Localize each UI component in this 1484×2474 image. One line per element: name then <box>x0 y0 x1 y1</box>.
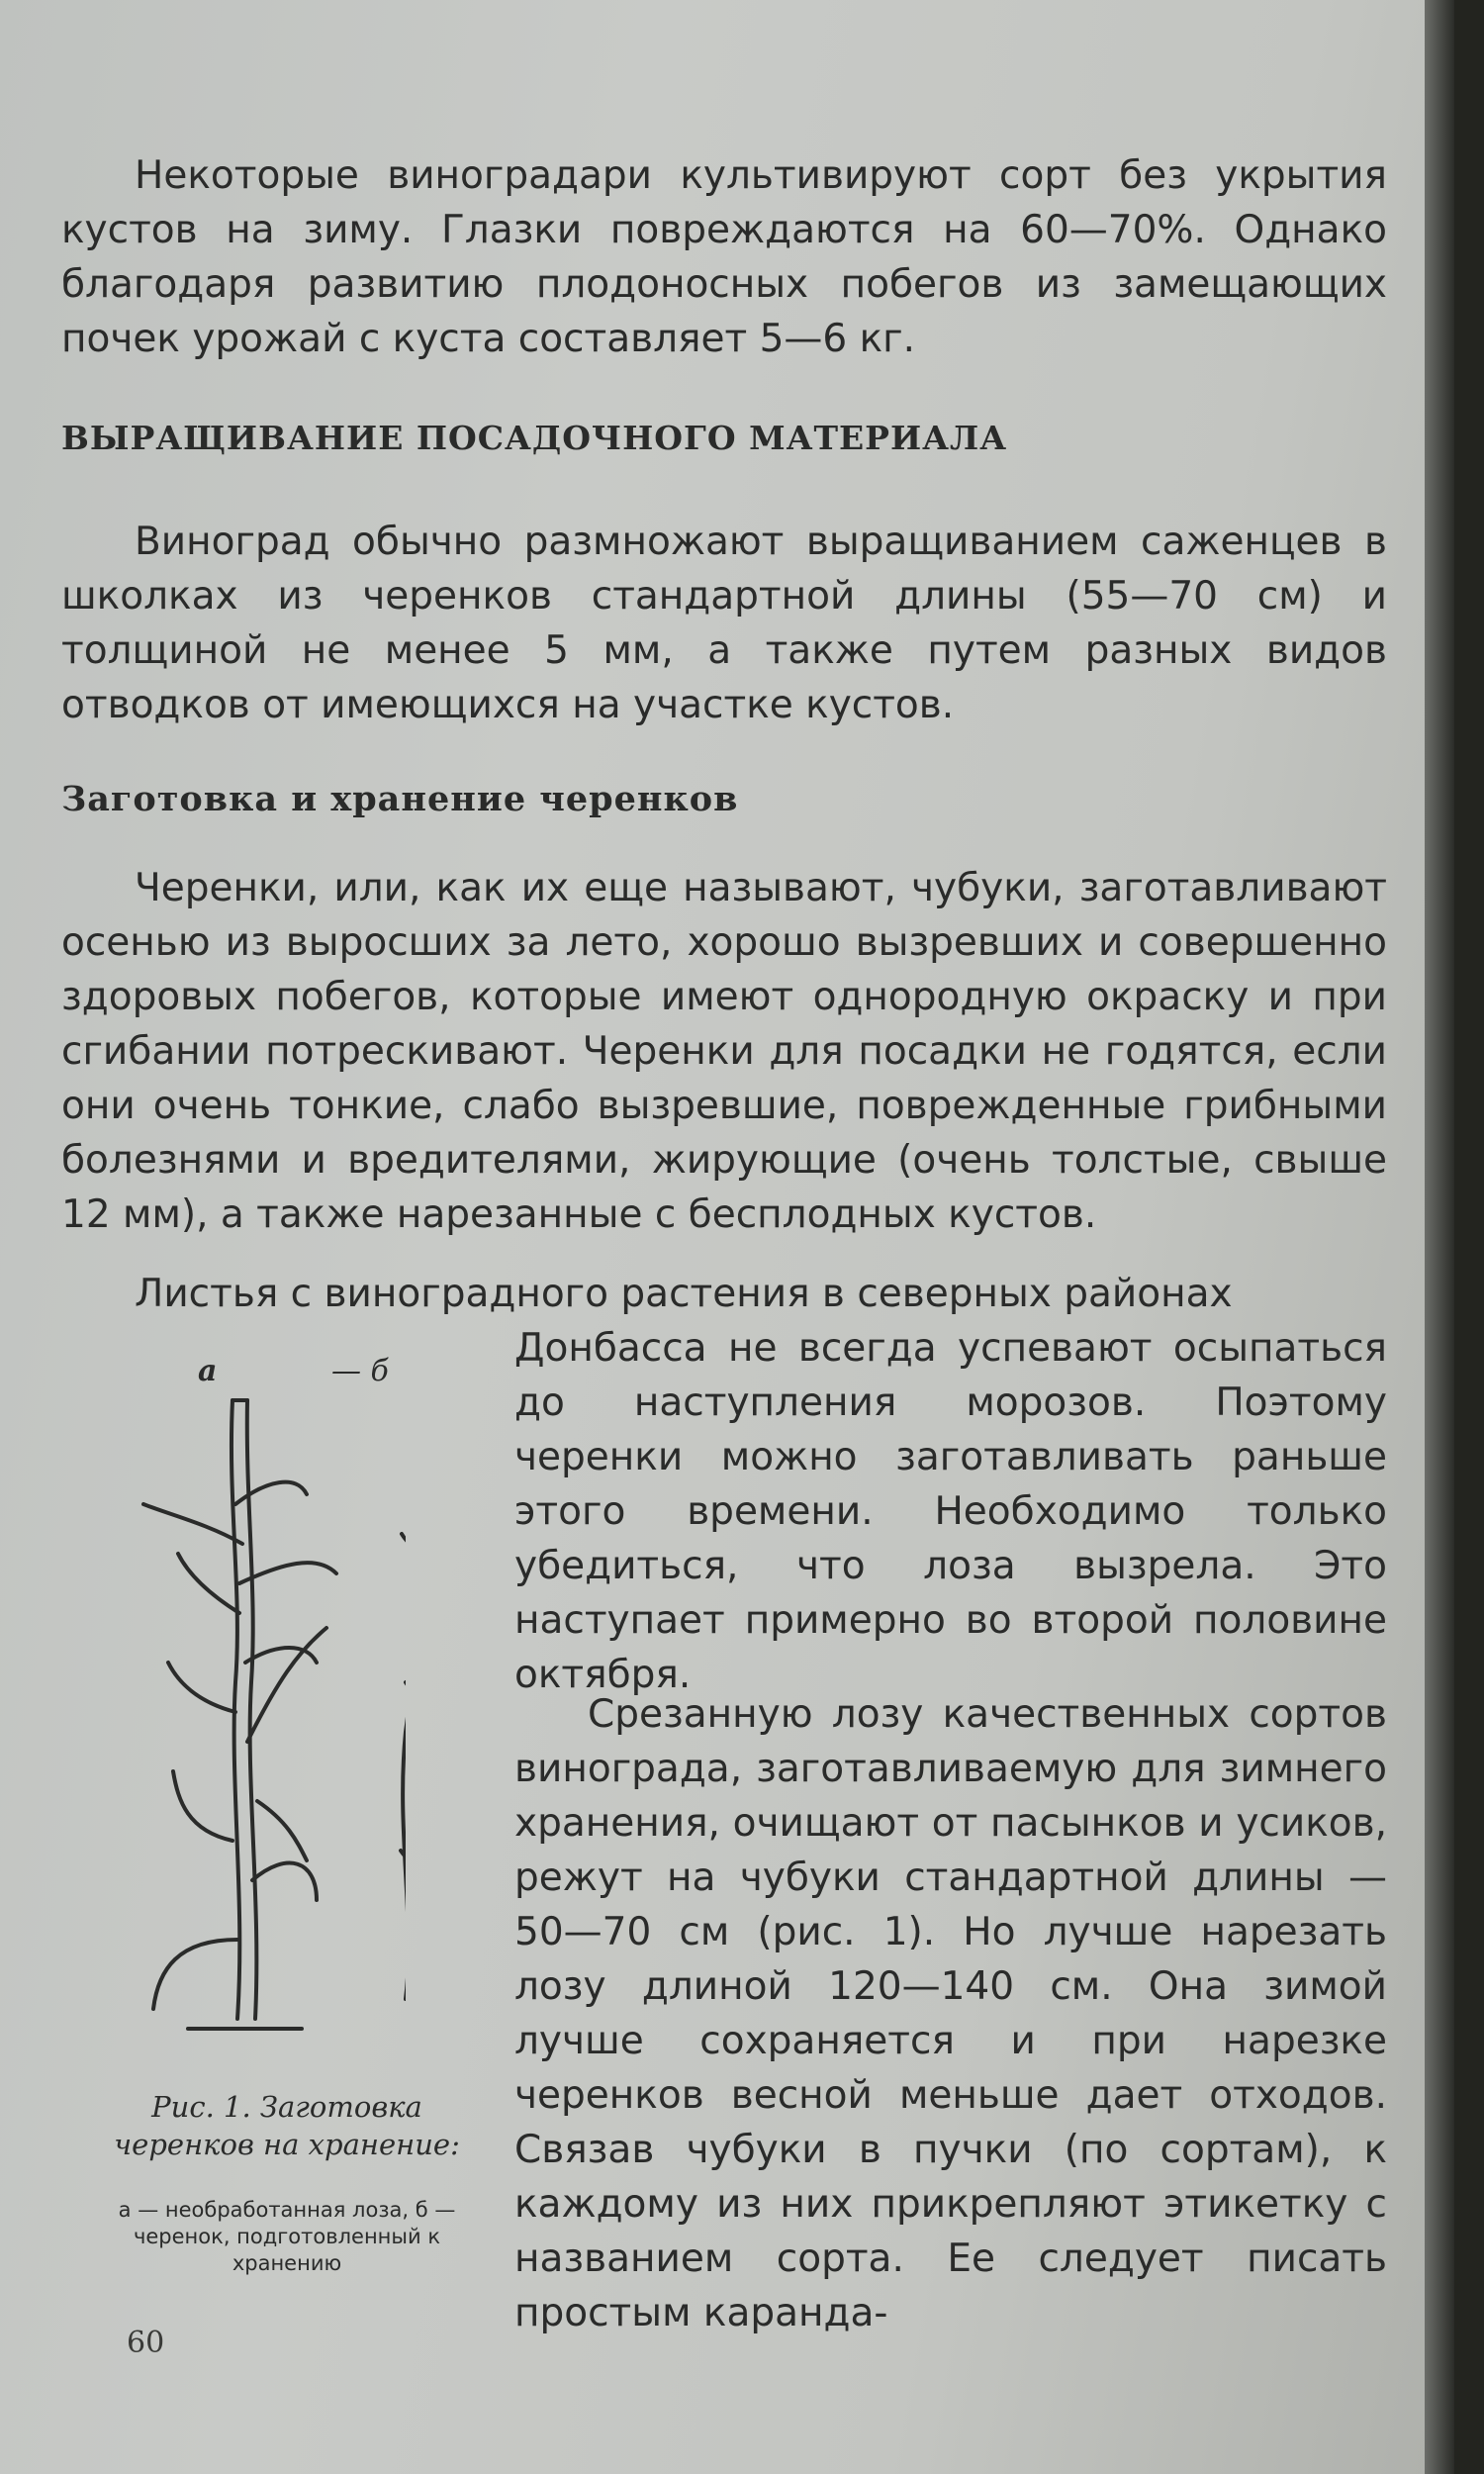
vine-cutting-illustration <box>69 1385 406 2078</box>
figure-caption-legend: а — необработанная лоза, б — черенок, подготовленный к хранению <box>118 2198 456 2275</box>
figure-caption: Рис. 1. Заготовка черенков на хранение: <box>114 2090 460 2161</box>
figure-label-b: — б <box>331 1354 389 1388</box>
page-number: 60 <box>127 2326 165 2360</box>
page-edge-shadow <box>1425 0 1454 2474</box>
heading-planting-material: ВЫРАЩИВАНИЕ ПОСАДОЧНОГО МАТЕРИАЛА <box>61 419 1008 457</box>
paragraph-leaves-rest: Донбасса не всегда успевают осыпаться до наступления морозов. Поэтому черенки можно заготавливать раньше этого времени. Необходимо только убедиться, что лоза вызрела. Это наступает примерно во второй половине октября. <box>514 1326 1387 1697</box>
prepared-cutting <box>403 1440 406 1999</box>
paragraph-vine-cutting: Срезанную лозу качественных сортов винограда, заготавливаемую для зимнего хранения, очищают от пасынков и усиков, режут на чубуки стандартной длины — 50—70 см (рис. 1). Но лучше нарезать лозу длиной 120—140 см. Она зимой лучше сохраняется и при нарезке черенков весной меньше дает отходов. Связав чубуки в пучки (по сортам), к каждому из них прикрепляют этикетку с названием сорта. Ее следует писать простым каранда- <box>514 1692 1387 2335</box>
paragraph-frost-resistance: Некоторые виноградари культивируют сорт без укрытия кустов на зиму. Глазки повреждаются на 60—70%. Однако благодаря развитию плодоносных побегов из замещающих почек урожай с куста составляет 5—6 кг. <box>61 153 1387 361</box>
heading-cuttings-storage: Заготовка и хранение черенков <box>61 779 739 819</box>
paragraph-leaves-lead: Листья с виноградного растения в северных районах <box>135 1272 1233 1316</box>
paragraph-propagation: Виноград обычно размножают выращиванием саженцев в школках из черенков стандартной длины (55—70 см) и толщиной не менее 5 мм, а также путем разных видов отводков от имеющихся на участке кустов. <box>61 520 1387 727</box>
paragraph-cuttings-harvest: Черенки, или, как их еще называют, чубуки, заготавливают осенью из выросших за лето, хорошо вызревших и совершенно здоровых побегов, которые имеют однородную окраску и при сгибании потрескивают. Черенки для посадки не годятся, если они очень тонкие, слабо вызревшие, поврежденные грибными болезнями и вредителями, жирующие (очень толстые, свыше 12 мм), а также нарезанные с бесплодных кустов. <box>61 866 1387 1237</box>
figure-label-a: а <box>198 1354 218 1388</box>
